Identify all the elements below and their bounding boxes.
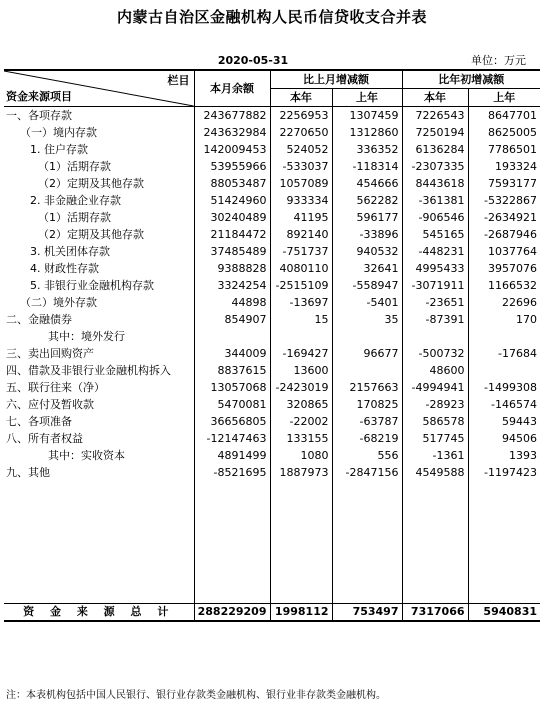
row-label: 2. 非金融企业存款 <box>30 194 121 207</box>
table-row <box>4 175 540 192</box>
row-value: -68219 <box>332 430 402 447</box>
table-row <box>4 413 540 430</box>
month-this-year-header: 本年 <box>270 89 332 107</box>
row-value: -2423019 <box>270 379 332 396</box>
row-label: （二）境外存款 <box>20 296 97 309</box>
total-value: 7317066 <box>402 604 468 622</box>
row-value: 41195 <box>270 209 332 226</box>
row-value: 22696 <box>468 294 540 311</box>
row-value: -169427 <box>270 345 332 362</box>
row-value: 5470081 <box>194 396 270 413</box>
row-value: 53955966 <box>194 158 270 175</box>
row-value: 6136284 <box>402 141 468 158</box>
row-value: -906546 <box>402 209 468 226</box>
row-label: （一）境内存款 <box>20 126 97 139</box>
row-value: 4080110 <box>270 260 332 277</box>
row-value: 133155 <box>270 430 332 447</box>
row-label: 其中：实收资本 <box>48 449 125 462</box>
row-value <box>468 328 540 345</box>
table-row <box>4 141 540 158</box>
row-value: -12147463 <box>194 430 270 447</box>
row-value: 30240489 <box>194 209 270 226</box>
row-value: -533037 <box>270 158 332 175</box>
row-value: 1080 <box>270 447 332 464</box>
row-value: 170825 <box>332 396 402 413</box>
row-value: -1499308 <box>468 379 540 396</box>
row-value: -8521695 <box>194 464 270 481</box>
row-value: 59443 <box>468 413 540 430</box>
table-body <box>4 107 540 622</box>
row-label: （2）定期及其他存款 <box>38 177 144 190</box>
row-label: 一、各项存款 <box>6 109 72 122</box>
row-value <box>270 328 332 345</box>
table-row <box>4 124 540 141</box>
row-value: -558947 <box>332 277 402 294</box>
row-label: （1）活期存款 <box>38 160 111 173</box>
row-value <box>194 328 270 345</box>
row-value: -2515109 <box>270 277 332 294</box>
row-value: 37485489 <box>194 243 270 260</box>
table-row <box>4 328 540 345</box>
table-row <box>4 311 540 328</box>
row-label: 4. 财政性存款 <box>30 262 99 275</box>
row-value: 2157663 <box>332 379 402 396</box>
row-label: 1. 住户存款 <box>30 143 88 156</box>
table-row <box>4 345 540 362</box>
row-label: 七、各项准备 <box>6 415 72 428</box>
corner-top-label: 栏目 <box>167 74 190 87</box>
table-row <box>4 464 540 481</box>
credit-balance-table <box>4 69 540 622</box>
row-value: 1312860 <box>332 124 402 141</box>
report-title: 内蒙古自治区金融机构人民币信贷收支合并表 <box>116 8 427 26</box>
table-row <box>4 192 540 209</box>
row-value: -17684 <box>468 345 540 362</box>
row-value: 7786501 <box>468 141 540 158</box>
row-value: 35 <box>332 311 402 328</box>
row-label: 六、应付及暂收款 <box>6 398 94 411</box>
row-value: 854907 <box>194 311 270 328</box>
row-value: 15 <box>270 311 332 328</box>
row-label: 八、所有者权益 <box>6 432 83 445</box>
row-value: 4549588 <box>402 464 468 481</box>
row-value: 7250194 <box>402 124 468 141</box>
row-value: 8443618 <box>402 175 468 192</box>
row-value: 48600 <box>402 362 468 379</box>
table-spacer-row <box>4 481 540 604</box>
table-row <box>4 243 540 260</box>
row-label: 二、金融债券 <box>6 313 72 326</box>
row-value: -23651 <box>402 294 468 311</box>
ytd-this-year-header: 本年 <box>402 89 468 107</box>
month-last-year-header: 上年 <box>332 89 402 107</box>
row-label: 5. 非银行业金融机构存款 <box>30 279 154 292</box>
table-row <box>4 277 540 294</box>
row-value: 8647701 <box>468 107 540 125</box>
row-value: -2307335 <box>402 158 468 175</box>
ytd-last-year-header: 上年 <box>468 89 540 107</box>
row-label: （1）活期存款 <box>38 211 111 224</box>
row-value: 2270650 <box>270 124 332 141</box>
table-row <box>4 447 540 464</box>
total-value: 753497 <box>332 604 402 622</box>
row-value: 933334 <box>270 192 332 209</box>
total-value: 5940831 <box>468 604 540 622</box>
row-value: 94506 <box>468 430 540 447</box>
row-value: 344009 <box>194 345 270 362</box>
row-value: 96677 <box>332 345 402 362</box>
row-value: 51424960 <box>194 192 270 209</box>
row-value: -3071911 <box>402 277 468 294</box>
table-row <box>4 396 540 413</box>
row-label: 三、卖出回购资产 <box>6 347 94 360</box>
row-value: -13697 <box>270 294 332 311</box>
row-label: 其中：境外发行 <box>48 330 125 343</box>
row-value: -87391 <box>402 311 468 328</box>
row-label: 四、借款及非银行业金融机构拆入 <box>6 364 171 377</box>
row-value: 4891499 <box>194 447 270 464</box>
table-row <box>4 379 540 396</box>
table-row <box>4 260 540 277</box>
row-value: -146574 <box>468 396 540 413</box>
row-value: -28923 <box>402 396 468 413</box>
row-value: 1393 <box>468 447 540 464</box>
row-value: 44898 <box>194 294 270 311</box>
row-value: 940532 <box>332 243 402 260</box>
row-value: 9388828 <box>194 260 270 277</box>
row-value <box>332 362 402 379</box>
row-value: 36656805 <box>194 413 270 430</box>
row-value: 3324254 <box>194 277 270 294</box>
total-row <box>4 604 540 622</box>
table-row <box>4 430 540 447</box>
row-value: 170 <box>468 311 540 328</box>
row-value: 892140 <box>270 226 332 243</box>
row-value: 517745 <box>402 430 468 447</box>
row-value: -751737 <box>270 243 332 260</box>
month-change-header: 比上月增减额 <box>270 70 402 89</box>
row-value <box>402 328 468 345</box>
row-label: 九、其他 <box>6 466 50 479</box>
total-value: 1998112 <box>270 604 332 622</box>
total-label: 资 金 来 源 总 计 <box>4 604 194 622</box>
unit-label: 单位：万元 <box>471 54 526 67</box>
row-value: 243677882 <box>194 107 270 125</box>
table-row <box>4 107 540 125</box>
table-row <box>4 226 540 243</box>
row-value: -118314 <box>332 158 402 175</box>
row-value: 32641 <box>332 260 402 277</box>
row-value: 193324 <box>468 158 540 175</box>
row-value: 336352 <box>332 141 402 158</box>
row-value: 8837615 <box>194 362 270 379</box>
row-value: 7593177 <box>468 175 540 192</box>
ytd-change-header: 比年初增减额 <box>402 70 540 89</box>
row-value: 1166532 <box>468 277 540 294</box>
row-value: 596177 <box>332 209 402 226</box>
row-value: 13057068 <box>194 379 270 396</box>
row-label: （2）定期及其他存款 <box>38 228 144 241</box>
row-value <box>332 328 402 345</box>
row-value: 1057089 <box>270 175 332 192</box>
row-value: 1887973 <box>270 464 332 481</box>
row-label: 五、联行往来（净） <box>6 381 105 394</box>
row-value: 556 <box>332 447 402 464</box>
row-value: 4995433 <box>402 260 468 277</box>
row-value: 562282 <box>332 192 402 209</box>
row-value: -500732 <box>402 345 468 362</box>
row-value: 142009453 <box>194 141 270 158</box>
total-value: 288229209 <box>194 604 270 622</box>
row-value: 454666 <box>332 175 402 192</box>
corner-header-cell <box>4 70 194 107</box>
row-value: -4994941 <box>402 379 468 396</box>
row-value: 545165 <box>402 226 468 243</box>
row-value: -63787 <box>332 413 402 430</box>
row-value: 88053487 <box>194 175 270 192</box>
row-value: 2256953 <box>270 107 332 125</box>
table-row <box>4 158 540 175</box>
row-value: -361381 <box>402 192 468 209</box>
report-date: 2020-05-31 <box>217 54 289 67</box>
row-value: 1037764 <box>468 243 540 260</box>
row-label: 3. 机关团体存款 <box>30 245 110 258</box>
row-value: 21184472 <box>194 226 270 243</box>
row-value: -2634921 <box>468 209 540 226</box>
row-value: -5401 <box>332 294 402 311</box>
row-value: -1361 <box>402 447 468 464</box>
row-value: 586578 <box>402 413 468 430</box>
corner-bottom-label: 资金来源项目 <box>6 90 72 103</box>
row-value: -22002 <box>270 413 332 430</box>
row-value: 1307459 <box>332 107 402 125</box>
row-value: -2687946 <box>468 226 540 243</box>
row-value: -1197423 <box>468 464 540 481</box>
row-value: -5322867 <box>468 192 540 209</box>
row-value: 243632984 <box>194 124 270 141</box>
row-value: 524052 <box>270 141 332 158</box>
row-value: 8625005 <box>468 124 540 141</box>
footnote: 注：本表机构包括中国人民银行、银行业存款类金融机构、银行业非存款类金融机构。 <box>6 690 386 701</box>
table-row <box>4 294 540 311</box>
row-value: -448231 <box>402 243 468 260</box>
row-value: 13600 <box>270 362 332 379</box>
row-value: -2847156 <box>332 464 402 481</box>
row-value: 320865 <box>270 396 332 413</box>
row-value: 3957076 <box>468 260 540 277</box>
table-row <box>4 362 540 379</box>
row-value: 7226543 <box>402 107 468 125</box>
row-value: -33896 <box>332 226 402 243</box>
balance-header: 本月余额 <box>194 70 270 107</box>
table-row <box>4 209 540 226</box>
row-value <box>468 362 540 379</box>
